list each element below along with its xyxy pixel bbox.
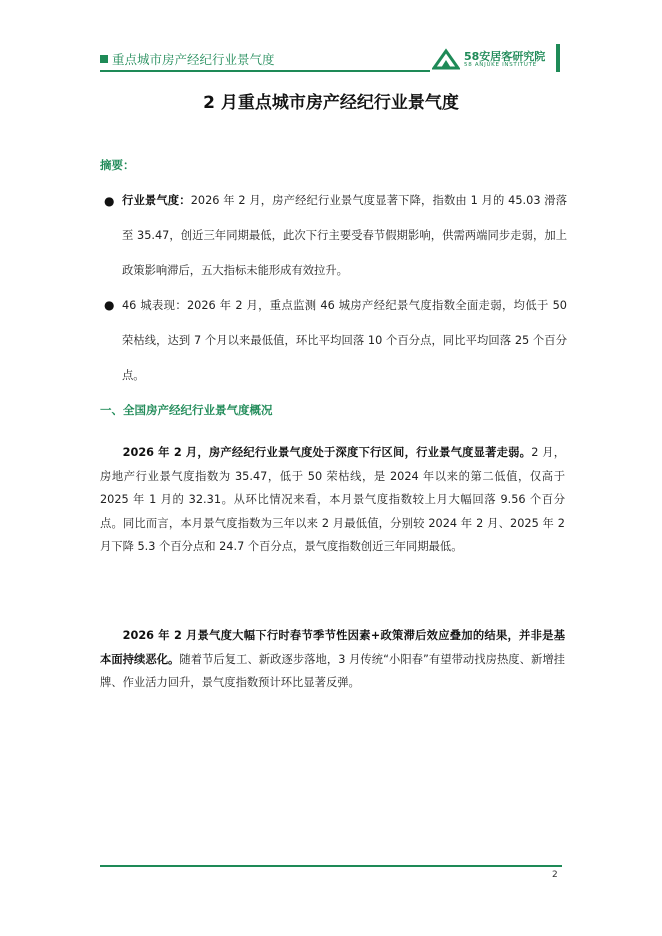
page-header [100, 46, 562, 74]
body-paragraph-1-bold: 2026 年 2 月，房产经纪行业景气度处于深度下行区间，行业景气度显著走弱。 [122, 446, 532, 459]
summary-item-2 [122, 288, 567, 393]
body-paragraph-1-text: 2 月，房地产行业景气度指数为 35.47，低于 50 荣枯线，是 2024 年以来的第二低值，仅高于 2025 年 1 月的 32.31。从环比情况来看，本月景气度指数较上月大幅回落 9.56 个百分点。同比而言，本月景气度指数为三年以来 2 月最低值，分别较 2024 年 2 月、2025 年 2 月下降 5.3 个百分点和 24.7 个百分点，景气度指数创近三年同期最低。 [100, 446, 566, 553]
footer-rule [100, 865, 562, 867]
body-paragraph-2-text: 随着节后复工、新政逐步落地，3 月传统“小阳春”有望带动找房热度、新增挂牌、作业活力回升，景气度指数预计环比显著反弹。 [100, 652, 565, 689]
summary-item-1-text: 2026 年 2 月，房产经纪行业景气度显著下降，指数由 1 月的 45.03 滑落至 35.47，创近三年同期最低，此次下行主要受春节假期影响，供需两端同步走弱，加上政策影响滞后，五大指标未能形成有效拉升。 [122, 194, 567, 277]
logo-en-text: 58 ANJUKE INSTITUTE [464, 62, 537, 68]
bullet-dot: ● [104, 194, 115, 208]
logo-house-icon [432, 48, 460, 70]
bullet-dot: ● [104, 298, 115, 312]
logo-cn-text: 58安居客研究院 [464, 50, 546, 63]
summary-item-2-text: 46 城表现：2026 年 2 月，重点监测 46 城房产经纪景气度指数全面走弱，均低于 50 荣枯线，达到 7 个月以来最低值，环比平均回落 10 个百分点，同比平均回落 25 个百分点。 [122, 299, 567, 382]
body-paragraph-2-bold: 2026 年 2 月景气度大幅下行时春节季节性因素+政策滞后效应叠加的结果，并非是基本面持续恶化。 [100, 629, 565, 666]
body-paragraph-2 [100, 624, 565, 695]
page-number: 2 [552, 870, 558, 880]
summary-item-1 [122, 183, 567, 288]
summary-label: 摘要： [100, 158, 135, 172]
summary-item-1-bold: 行业景气度： [122, 194, 191, 207]
section-title: 一、全国房产经纪行业景气度概况 [100, 403, 273, 417]
body-paragraph-1 [100, 441, 565, 559]
header-title-text: 重点城市房产经纪行业景气度 [112, 52, 275, 67]
header-vertical-bar [556, 44, 560, 72]
logo [432, 46, 562, 74]
header-rule [100, 70, 430, 72]
header-square-icon [100, 55, 108, 63]
document-title: 2 月重点城市房产经纪行业景气度 [203, 93, 459, 113]
header-title [100, 50, 275, 68]
